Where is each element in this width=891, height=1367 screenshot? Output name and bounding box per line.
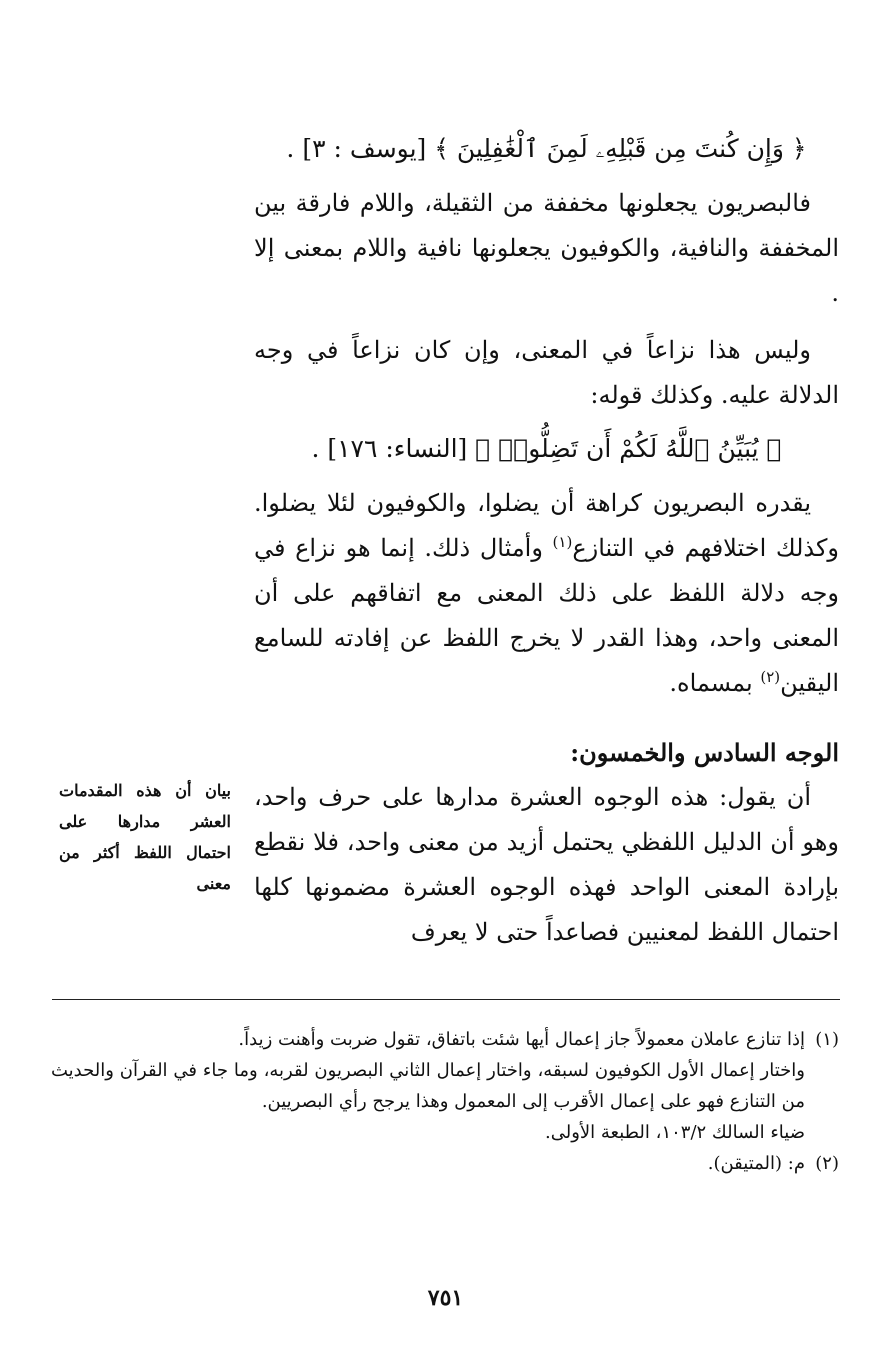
margin-note: بيان أن هذه المقدمات العشر مدارها على احتمال اللفظ أكثر من معنى (59, 781, 231, 893)
footnotes (51, 1024, 839, 1179)
paragraph-taqdir-part-c: بمسماه. (669, 669, 761, 697)
page-number: ٧٥١ (427, 1285, 464, 1311)
footnote-2-text: م: (المتيقن). (707, 1153, 805, 1174)
footnote-divider (52, 999, 840, 1000)
footnote-1-source: ضياء السالك ١٠٣/٢، الطبعة الأولى. (545, 1122, 805, 1143)
paragraph-taqdir (254, 481, 839, 706)
footnote-1-line-1 (51, 1024, 839, 1055)
paragraph-taqdir-part-b: وأمثال ذلك. إنما هو نزاع في وجه دلالة اللفظ على ذلك المعنى مع اتفاقهم على أن المعنى واحد، وهذا القدر لا يخرج اللفظ عن إفادته للسامع اليقين (254, 534, 839, 697)
paragraph-basrans-kufans: فالبصريون يجعلونها مخففة من الثقيلة، واللام فارقة بين المخففة والنافية، والكوفيون يجعلونها نافية واللام بمعنى إلا . (254, 189, 839, 307)
footnote-2-number: (٢) (815, 1153, 839, 1174)
footnote-1-number: (١) (815, 1029, 839, 1050)
paragraph-not-dispute: وليس هذا نزاعاً في المعنى، وإن كان نزاعاً في وجه الدلالة عليه. وكذلك قوله: (254, 336, 839, 409)
main-text-column (254, 118, 839, 955)
quran-verse-nisa: ﴿ يُبَيِّنُ ٱللَّهُ لَكُمْ أَن تَضِلُّوا۟ ﴾ [النساء: ١٧٦] . (311, 434, 782, 463)
section-heading: الوجه السادس والخمسون: (570, 738, 839, 767)
footnote-1-text: إذا تنازع عاملان معمولاً جاز إعمال أيها شئت باتفاق، تقول ضربت وأهنت زيداً. (238, 1029, 805, 1050)
footnote-1-line-2: واختار إعمال الأول الكوفيون لسبقه، واختار إعمال الثاني البصريون لقربه، وما جاء في القرآن والحديث من التنازع فهو على إعمال الأقرب إلى المعمول وهذا يرجح رأي البصريين. (51, 1060, 805, 1112)
paragraph-taqdir-part-a: يقدره البصريون كراهة أن يضلوا، والكوفيون لئلا يضلوا. وكذلك اختلافهم في التنازع (254, 489, 839, 562)
quran-verse-yusuf: ﴿ وَإِن كُنتَ مِن قَبْلِهِۦ لَمِنَ ٱلْغَٰفِلِينَ ﴾ [يوسف : ٣] . (286, 134, 807, 163)
paragraph-ten-aspects: أن يقول: هذه الوجوه العشرة مدارها على حرف واحد، وهو أن الدليل اللفظي يحتمل أزيد من معنى واحد، فلا نقطع بإرادة المعنى الواحد فهذه الوجوه العشرة مضمونها كلها احتمال اللفظ لمعنيين فصاعداً حتى لا يعرف (254, 783, 840, 946)
footnote-ref-2[interactable]: (٢) (760, 668, 781, 686)
footnote-2 (51, 1148, 839, 1179)
footnote-ref-1[interactable]: (١) (552, 533, 573, 551)
